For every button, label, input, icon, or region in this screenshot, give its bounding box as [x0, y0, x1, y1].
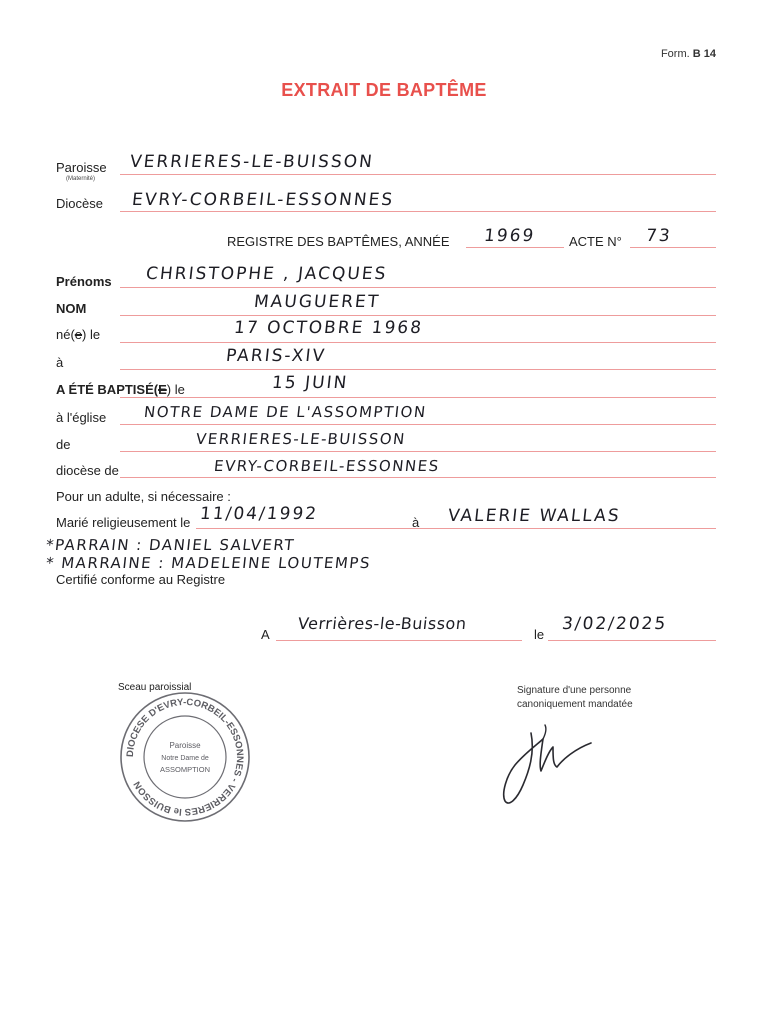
- naissance-lieu-label: à: [56, 355, 64, 370]
- form-reference: Form. B 14: [660, 48, 716, 60]
- diocese-rule: [120, 211, 716, 212]
- bapteme-date-rule: [120, 397, 716, 398]
- registre-annee-value: 1969: [482, 226, 537, 246]
- naissance-date-rule: [120, 342, 716, 343]
- parish-seal-stamp: [118, 690, 252, 824]
- sceau-label: Sceau paroissial: [118, 682, 192, 693]
- nom-label: NOM: [56, 301, 87, 316]
- handwritten-signature: [495, 705, 615, 815]
- eglise-rule: [120, 424, 716, 425]
- diocese-label: Diocèse: [56, 196, 103, 211]
- diocese-value: EVRY-CORBEIL-ESSONNES: [130, 190, 396, 210]
- mariage-conjoint-value: VALERIE WALLAS: [446, 506, 622, 526]
- prenoms-rule: [120, 287, 716, 288]
- eglise-value: NOTRE DAME DE L'ASSOMPTION: [143, 403, 428, 421]
- prenoms-value: CHRISTOPHE , JACQUES: [144, 264, 389, 284]
- mariage-a-label: à: [412, 515, 420, 530]
- lieu-label: A: [261, 627, 270, 642]
- certifie-label: Certifié conforme au Registre: [56, 572, 226, 587]
- nom-rule: [120, 315, 716, 316]
- paroisse-rule: [120, 174, 716, 175]
- annee-rule: [466, 247, 564, 248]
- maternite-label: (Maternité): [66, 176, 96, 182]
- eglise-label: à l'église: [56, 410, 107, 425]
- diocese-de-rule: [120, 477, 716, 478]
- adulte-label: Pour un adulte, si nécessaire :: [56, 489, 231, 504]
- mariage-rule: [196, 528, 716, 529]
- lieu-rule: [276, 640, 522, 641]
- paroisse-value: VERRIERES-LE-BUISSON: [128, 152, 375, 172]
- naissance-date-value: 17 OCTOBRE 1968: [232, 318, 424, 338]
- marraine-note: * MARRAINE : MADELEINE LOUTEMPS: [45, 554, 372, 572]
- document-title: EXTRAIT DE BAPTÊME: [281, 80, 487, 100]
- paroisse-label: Paroisse: [56, 160, 107, 175]
- seal-center-line2: Notre Dame de: [161, 755, 209, 762]
- acte-value: 73: [644, 226, 673, 246]
- seal-center-line3: ASSOMPTION: [159, 765, 211, 774]
- de-rule: [120, 451, 716, 452]
- acte-rule: [630, 247, 716, 248]
- nom-value: MAUGUERET: [252, 292, 382, 312]
- diocese-de-label: diocèse de: [56, 463, 119, 478]
- de-label: de: [56, 437, 71, 452]
- registre-label: REGISTRE DES BAPTÊMES, ANNÉE: [227, 234, 450, 249]
- parrain-note: *PARRAIN : DANIEL SALVERT: [45, 536, 296, 554]
- mariage-label: Marié religieusement le: [56, 515, 191, 530]
- naissance-lieu-value: PARIS-XIV: [224, 346, 328, 366]
- prenoms-label: Prénoms: [56, 274, 112, 289]
- mariage-date-value: 11/04/1992: [198, 504, 320, 524]
- seal-ring-text: DIOCESE D'EVRY-CORBEIL-ESSONNES - VERRIERES le BUISSON: [124, 696, 246, 818]
- lieu-value: Verrières-le-Buisson: [297, 614, 468, 633]
- acte-label: ACTE N°: [569, 234, 622, 249]
- seal-center-line1: Paroisse: [169, 741, 201, 750]
- bapteme-date-value: 15 JUIN: [270, 373, 350, 393]
- date-value: 3/02/2025: [560, 614, 669, 634]
- diocese-de-value: EVRY-CORBEIL-ESSONNES: [213, 457, 441, 475]
- naissance-lieu-rule: [120, 369, 716, 370]
- bapteme-date-label: A ÉTÉ BAPTISÉ(E) le: [56, 382, 185, 397]
- de-value: VERRIERES-LE-BUISSON: [195, 430, 407, 448]
- date-label: le: [534, 627, 545, 642]
- date-rule: [548, 640, 716, 641]
- signature-caption: Signature d'une personne canoniquement mandatée: [517, 685, 633, 710]
- naissance-date-label: né(e) le: [56, 327, 101, 342]
